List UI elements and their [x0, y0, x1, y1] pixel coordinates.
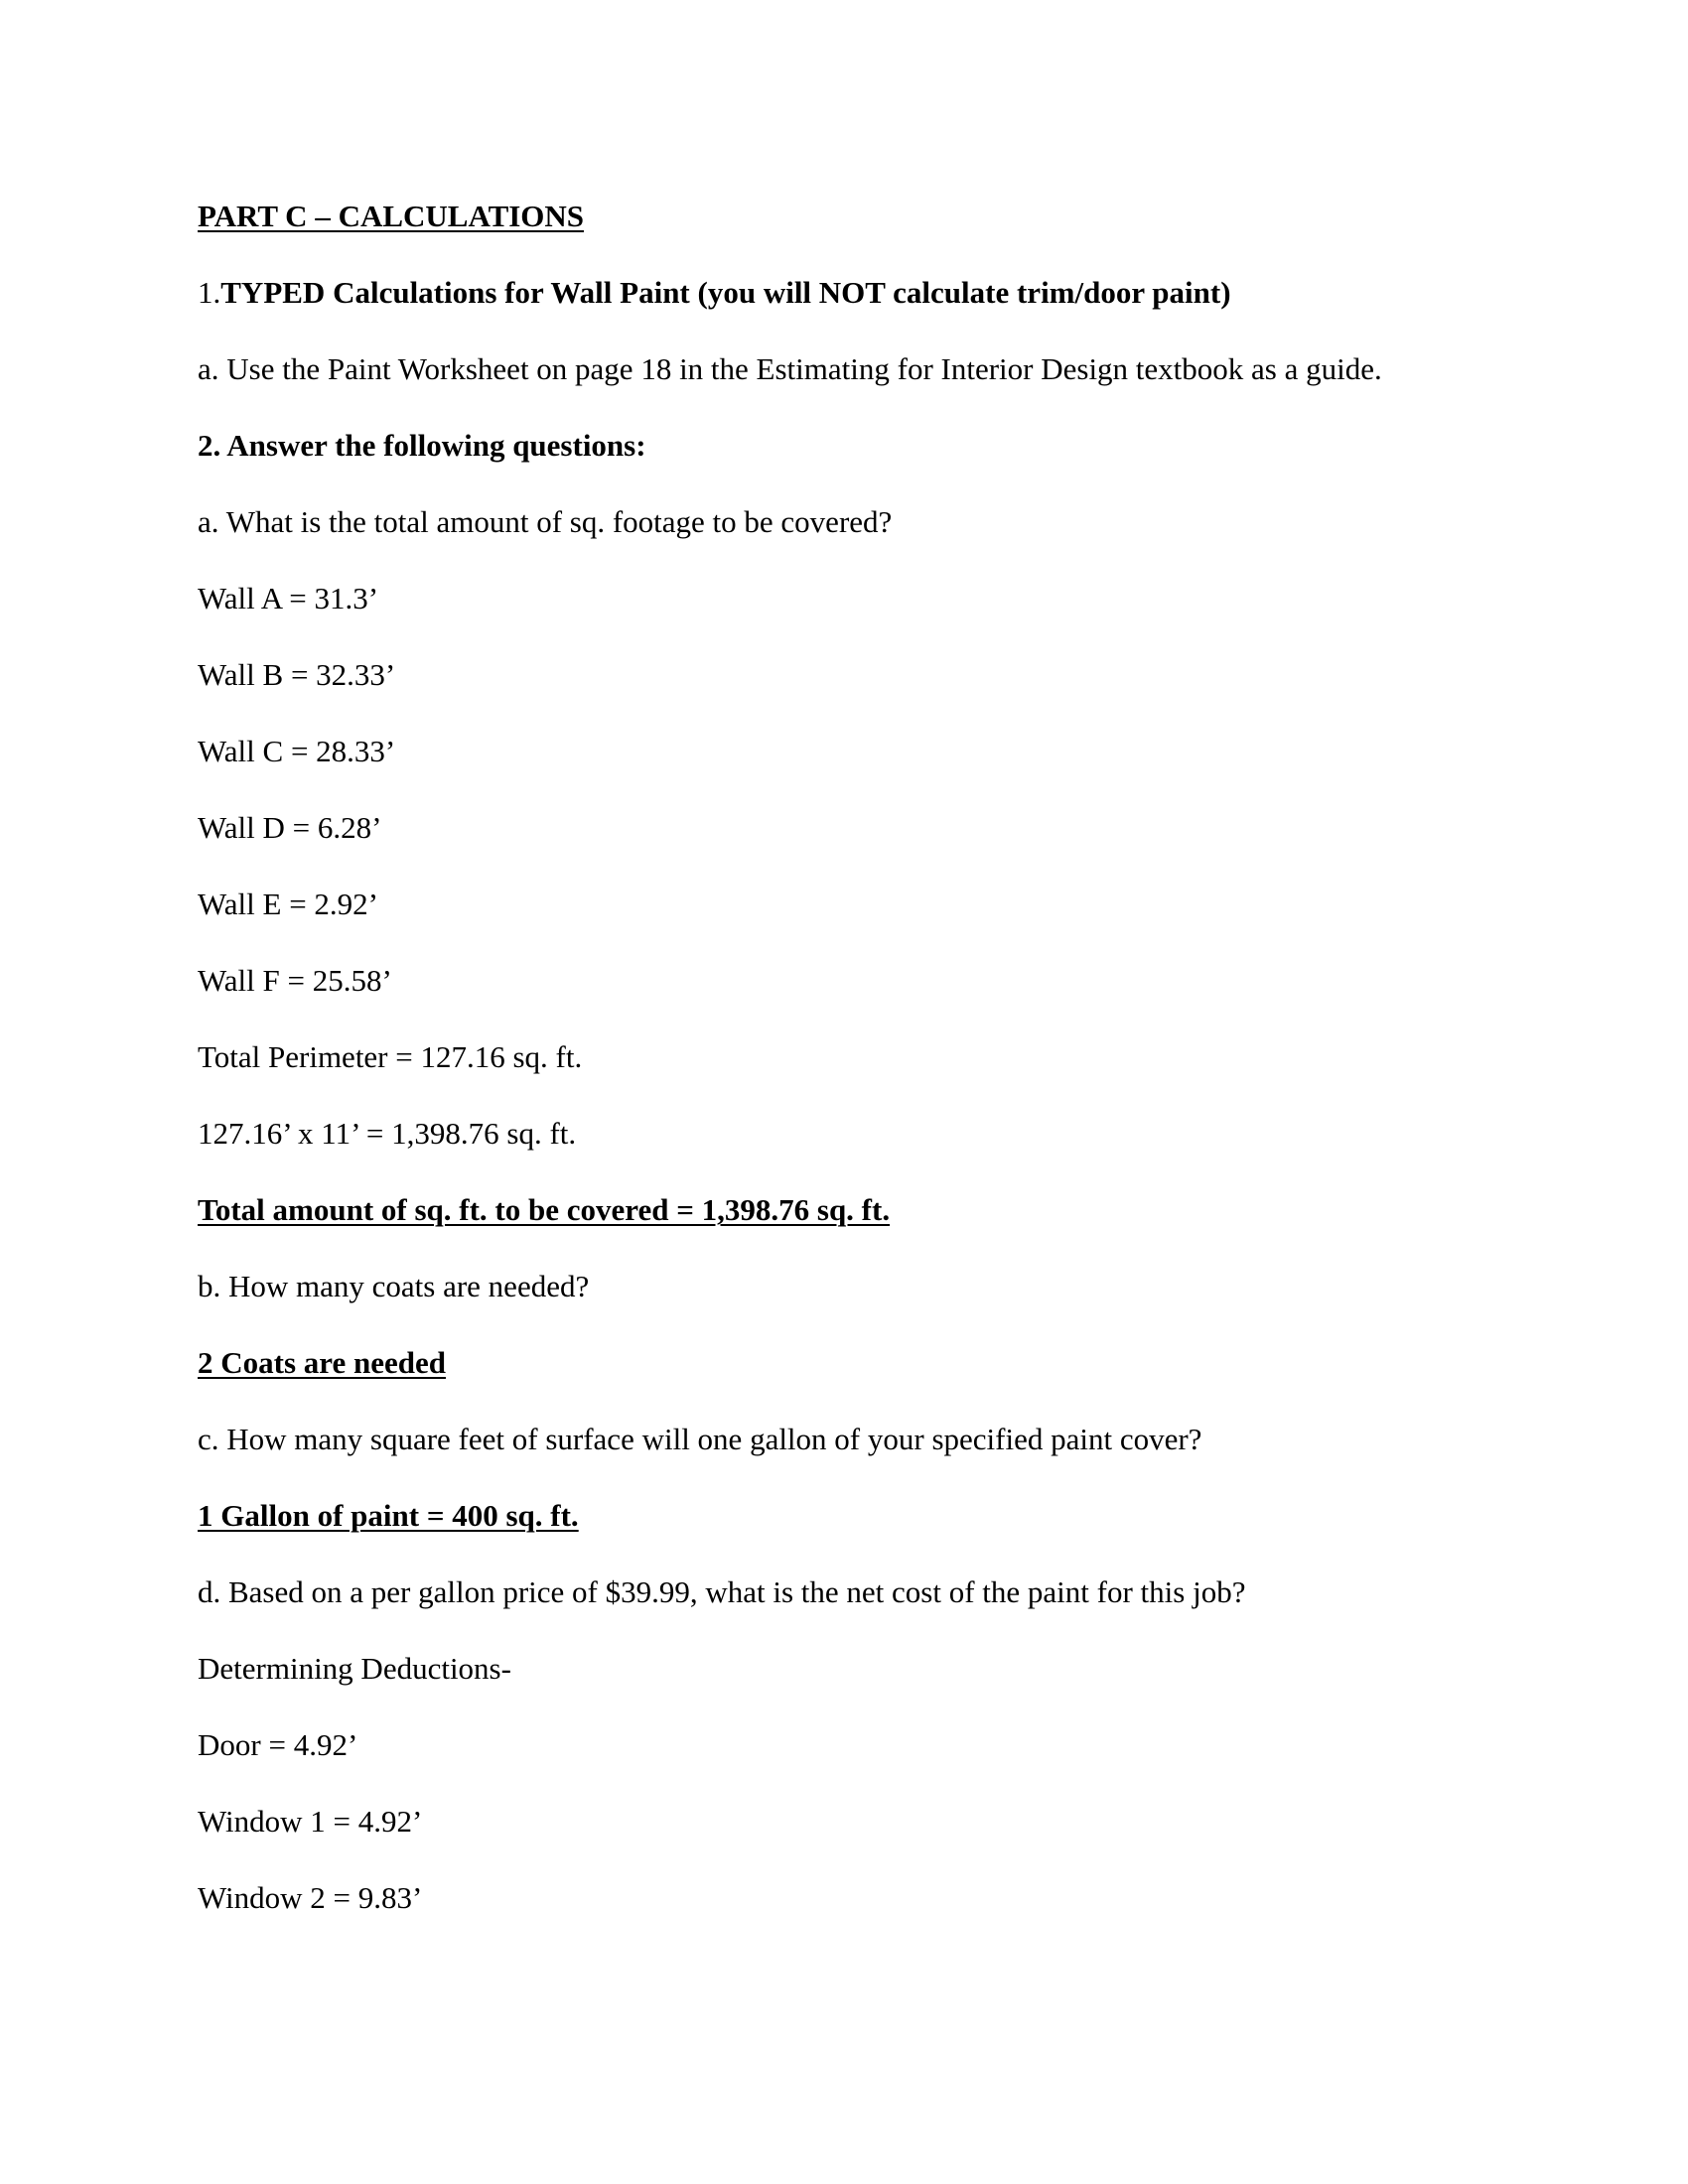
- wall-e: Wall E = 2.92’: [198, 887, 379, 921]
- wall-a: Wall A = 31.3’: [198, 581, 379, 615]
- question-2c: c. How many square feet of surface will one gallon of your specified paint cover?: [198, 1422, 1202, 1456]
- deduction-window-2: Window 2 = 9.83’: [198, 1880, 423, 1915]
- wall-d: Wall D = 6.28’: [198, 810, 382, 845]
- question-2-title: 2. Answer the following questions:: [198, 428, 646, 463]
- question-1-title-text: TYPED Calculations for Wall Paint (you will NOT calculate trim/door paint): [220, 275, 1231, 310]
- deduction-window-1: Window 1 = 4.92’: [198, 1804, 423, 1839]
- area-calculation: 127.16’ x 11’ = 1,398.76 sq. ft.: [198, 1116, 577, 1151]
- question-2d: d. Based on a per gallon price of $39.99, what is the net cost of the paint for this job?: [198, 1574, 1246, 1609]
- deduction-door: Door = 4.92’: [198, 1727, 358, 1762]
- wall-f: Wall F = 25.58’: [198, 963, 392, 998]
- question-1a: a. Use the Paint Worksheet on page 18 in the Estimating for Interior Design textbook as a guide.: [198, 351, 1382, 386]
- answer-2a: Total amount of sq. ft. to be covered = 1,398.76 sq. ft.: [198, 1192, 891, 1227]
- wall-c: Wall C = 28.33’: [198, 734, 396, 768]
- wall-b: Wall B = 32.33’: [198, 657, 396, 692]
- answer-2c: 1 Gallon of paint = 400 sq. ft.: [198, 1498, 579, 1533]
- question-2a: a. What is the total amount of sq. footage to be covered?: [198, 504, 893, 539]
- question-2b: b. How many coats are needed?: [198, 1269, 590, 1303]
- total-perimeter: Total Perimeter = 127.16 sq. ft.: [198, 1039, 583, 1074]
- answer-2b: 2 Coats are needed: [198, 1345, 446, 1380]
- question-1-title: [198, 273, 1231, 313]
- question-1-number: 1.: [198, 275, 221, 310]
- part-heading: PART C – CALCULATIONS: [198, 199, 585, 233]
- deductions-heading: Determining Deductions-: [198, 1651, 511, 1686]
